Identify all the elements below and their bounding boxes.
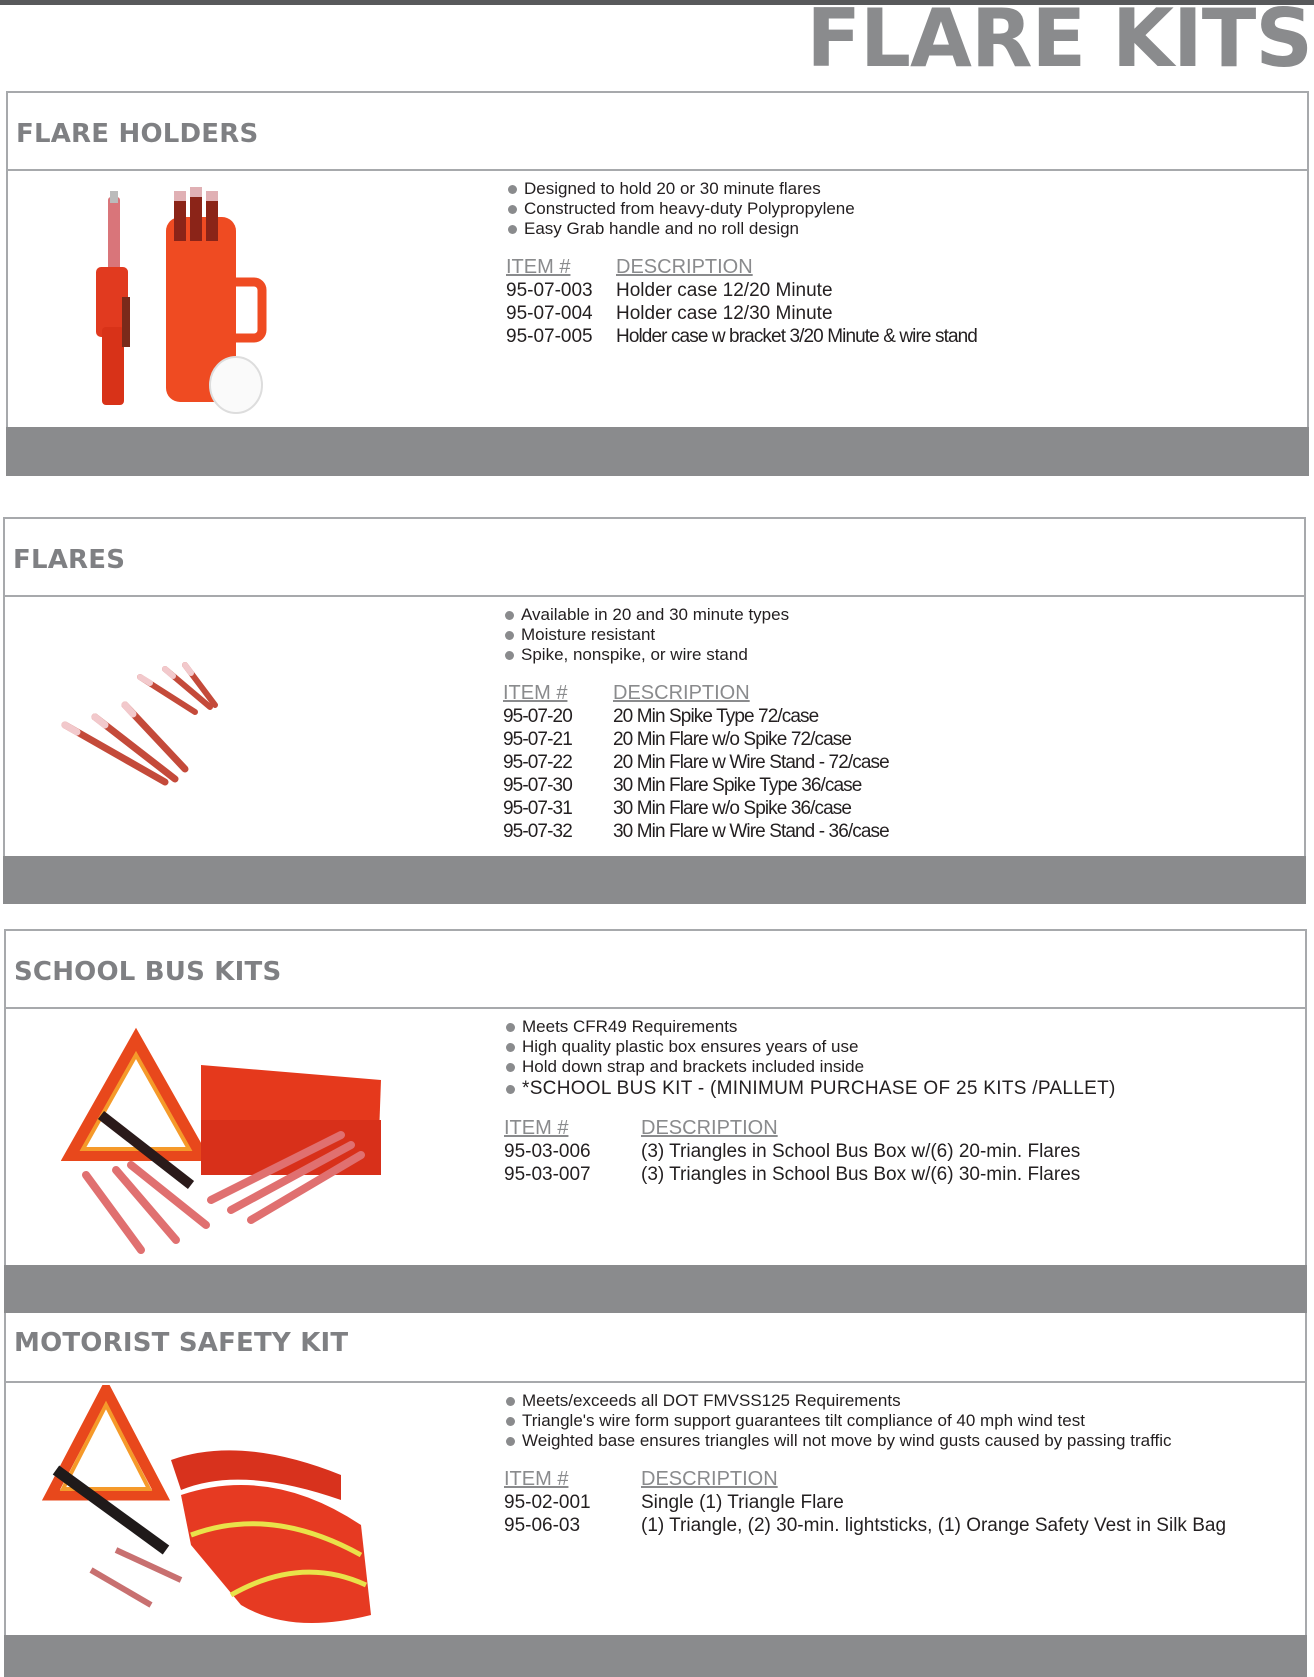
item-column-header: ITEM # <box>506 256 571 278</box>
table-row <box>506 302 977 325</box>
item-number: 95-07-21 <box>503 729 572 750</box>
table-row <box>506 279 977 302</box>
school-bus-kit-image <box>61 1025 381 1260</box>
feature-item: Triangle's wire form support guarantees tilt compliance of 40 mph wind test <box>504 1411 1226 1431</box>
section-footer-bar <box>4 1265 1307 1313</box>
section-footer-bar <box>6 427 1309 476</box>
section-footer-bar <box>3 856 1306 904</box>
feature-list <box>504 1391 1226 1451</box>
item-number: 95-02-001 <box>504 1492 591 1513</box>
feature-item: Designed to hold 20 or 30 minute flares <box>506 179 977 199</box>
item-description: 20 Min Flare w Wire Stand - 72/case <box>613 752 889 773</box>
description-column-header: DESCRIPTION <box>616 256 753 278</box>
page-title: FLARE KITS <box>806 0 1312 85</box>
section-title: FLARES <box>13 545 126 575</box>
feature-item: Available in 20 and 30 minute types <box>503 605 889 625</box>
feature-item: Moisture resistant <box>503 625 889 645</box>
section-title: MOTORIST SAFETY KIT <box>14 1328 349 1358</box>
flare-holder-image <box>86 187 276 422</box>
feature-list <box>503 605 889 665</box>
section-title: FLARE HOLDERS <box>16 119 259 149</box>
section-flare-holders <box>6 91 1309 476</box>
table-row <box>504 1163 1080 1186</box>
item-column-header: ITEM # <box>504 1117 569 1139</box>
feature-item: Meets/exceeds all DOT FMVSS125 Requirements <box>504 1391 1226 1411</box>
feature-item: Spike, nonspike, or wire stand <box>503 645 889 665</box>
item-description: 30 Min Flare w/o Spike 36/case <box>613 798 852 819</box>
feature-item: High quality plastic box ensures years of use <box>504 1037 1116 1057</box>
feature-item: Weighted base ensures triangles will not move by wind gusts caused by passing traffic <box>504 1431 1226 1451</box>
section-info <box>504 1391 1226 1537</box>
section-motorist-safety-kit <box>4 1313 1307 1677</box>
item-description: Holder case w bracket 3/20 Minute & wire stand <box>616 326 977 347</box>
section-info <box>506 179 977 348</box>
item-description: 20 Min Flare w/o Spike 72/case <box>613 729 852 750</box>
feature-list <box>506 179 977 239</box>
section-header <box>8 93 1307 171</box>
table-header <box>503 681 889 705</box>
item-number: 95-07-004 <box>506 303 593 324</box>
item-number: 95-07-20 <box>503 706 572 727</box>
table-header <box>504 1467 1226 1491</box>
item-number: 95-03-007 <box>504 1164 591 1185</box>
feature-item: Easy Grab handle and no roll design <box>506 219 977 239</box>
item-column-header: ITEM # <box>504 1468 569 1490</box>
table-row <box>503 751 889 774</box>
table-header <box>504 1116 1080 1140</box>
feature-item: *SCHOOL BUS KIT - (MINIMUM PURCHASE OF 25 KITS /PALLET) <box>504 1077 1116 1100</box>
feature-item: Meets CFR49 Requirements <box>504 1017 1116 1037</box>
table-row <box>503 774 889 797</box>
item-table <box>506 255 977 348</box>
item-description: Holder case 12/20 Minute <box>616 280 833 301</box>
table-row <box>504 1514 1226 1537</box>
table-row <box>506 325 977 348</box>
item-number: 95-06-03 <box>504 1515 581 1536</box>
section-title: SCHOOL BUS KITS <box>14 957 282 987</box>
section-header <box>6 1313 1305 1383</box>
item-column-header: ITEM # <box>503 682 568 704</box>
item-table <box>503 681 889 843</box>
section-school-bus-kits <box>4 929 1307 1313</box>
item-table <box>504 1467 1226 1537</box>
item-number: 95-07-31 <box>503 798 572 819</box>
table-row <box>504 1491 1226 1514</box>
item-number: 95-07-003 <box>506 280 593 301</box>
item-number: 95-07-30 <box>503 775 572 796</box>
feature-item: Hold down strap and brackets included inside <box>504 1057 1116 1077</box>
table-header <box>506 255 977 279</box>
feature-list <box>504 1017 1116 1100</box>
description-column-header: DESCRIPTION <box>641 1468 778 1490</box>
item-description: (3) Triangles in School Bus Box w/(6) 20-min. Flares <box>641 1141 1081 1162</box>
section-flares <box>3 517 1306 904</box>
item-description: (1) Triangle, (2) 30-min. lightsticks, (1) Orange Safety Vest in Silk Bag <box>641 1515 1227 1536</box>
item-description: 20 Min Spike Type 72/case <box>613 706 819 727</box>
description-column-header: DESCRIPTION <box>641 1117 778 1139</box>
motorist-safety-kit-image <box>41 1385 381 1630</box>
table-row <box>503 728 889 751</box>
table-row <box>504 1140 1080 1163</box>
item-description: Holder case 12/30 Minute <box>616 303 833 324</box>
item-number: 95-07-005 <box>506 326 593 347</box>
description-column-header: DESCRIPTION <box>613 682 750 704</box>
item-description: 30 Min Flare Spike Type 36/case <box>613 775 862 796</box>
item-number: 95-07-32 <box>503 821 572 842</box>
section-info <box>504 1017 1116 1186</box>
item-description: 30 Min Flare w Wire Stand - 36/case <box>613 821 889 842</box>
item-number: 95-03-006 <box>504 1141 591 1162</box>
item-description: Single (1) Triangle Flare <box>641 1492 844 1513</box>
section-header <box>5 519 1304 597</box>
table-row <box>503 705 889 728</box>
item-table <box>504 1116 1080 1186</box>
section-info <box>503 605 889 843</box>
flares-image <box>55 657 235 797</box>
item-description: (3) Triangles in School Bus Box w/(6) 30-min. Flares <box>641 1164 1081 1185</box>
table-row <box>503 797 889 820</box>
table-row <box>503 820 889 843</box>
feature-item: Constructed from heavy-duty Polypropylene <box>506 199 977 219</box>
section-footer-bar <box>4 1635 1307 1677</box>
section-header <box>6 931 1305 1009</box>
item-number: 95-07-22 <box>503 752 572 773</box>
